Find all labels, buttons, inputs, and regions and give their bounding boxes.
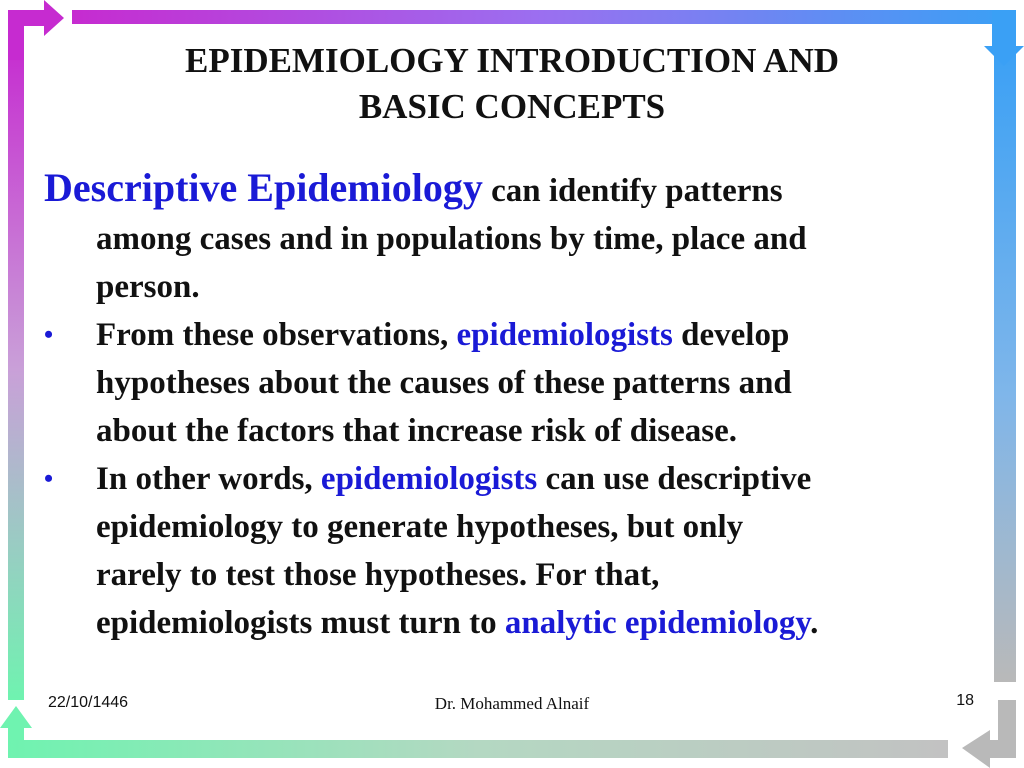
intro-term: Descriptive Epidemiology <box>44 165 483 210</box>
bullet-text: epidemiology to generate hypotheses, but only <box>96 509 744 545</box>
intro-paragraph <box>44 164 984 311</box>
bullet-text: can use descriptive <box>537 461 812 497</box>
bullet-text: In other words, <box>96 461 321 497</box>
footer-page-number: 18 <box>956 692 974 709</box>
frame-left-bar <box>8 40 24 700</box>
footer-author: Dr. Mohammed Alnaif <box>434 694 590 713</box>
highlighted-term: analytic epidemiology <box>504 605 811 641</box>
frame-right-bar <box>994 42 1016 682</box>
intro-text-3: person. <box>96 269 200 305</box>
highlighted-term: epidemiologists <box>320 461 538 497</box>
bullet-list <box>44 311 984 647</box>
highlighted-term: epidemiologists <box>456 317 673 353</box>
frame-top-bar <box>72 10 1012 24</box>
frame-bottom-bar <box>8 740 948 758</box>
bullet-text: rarely to test those hypotheses. For that, <box>96 557 660 593</box>
slide-title-line1: EPIDEMIOLOGY INTRODUCTION AND <box>184 41 840 80</box>
bullet-text: . <box>810 605 819 641</box>
slide-title-line2: BASIC CONCEPTS <box>358 87 666 126</box>
bullet-icon: • <box>44 320 54 349</box>
bullet-text: about the factors that increase risk of disease. <box>96 413 737 449</box>
bullet-text: hypotheses about the causes of these patterns and <box>96 365 792 401</box>
footer-date: 22/10/1446 <box>48 694 129 711</box>
intro-text-1: can identify patterns <box>482 173 783 209</box>
slide-title <box>0 38 1024 130</box>
bullet-text: From these observations, <box>96 317 457 353</box>
bullet-item <box>44 311 984 455</box>
bullet-item <box>44 455 984 647</box>
intro-text-2: among cases and in populations by time, place and <box>96 221 807 257</box>
slide-body <box>44 164 984 647</box>
bullet-icon: • <box>44 464 54 493</box>
bullet-text: develop <box>672 317 790 353</box>
bullet-text: epidemiologists must turn to <box>96 605 505 641</box>
